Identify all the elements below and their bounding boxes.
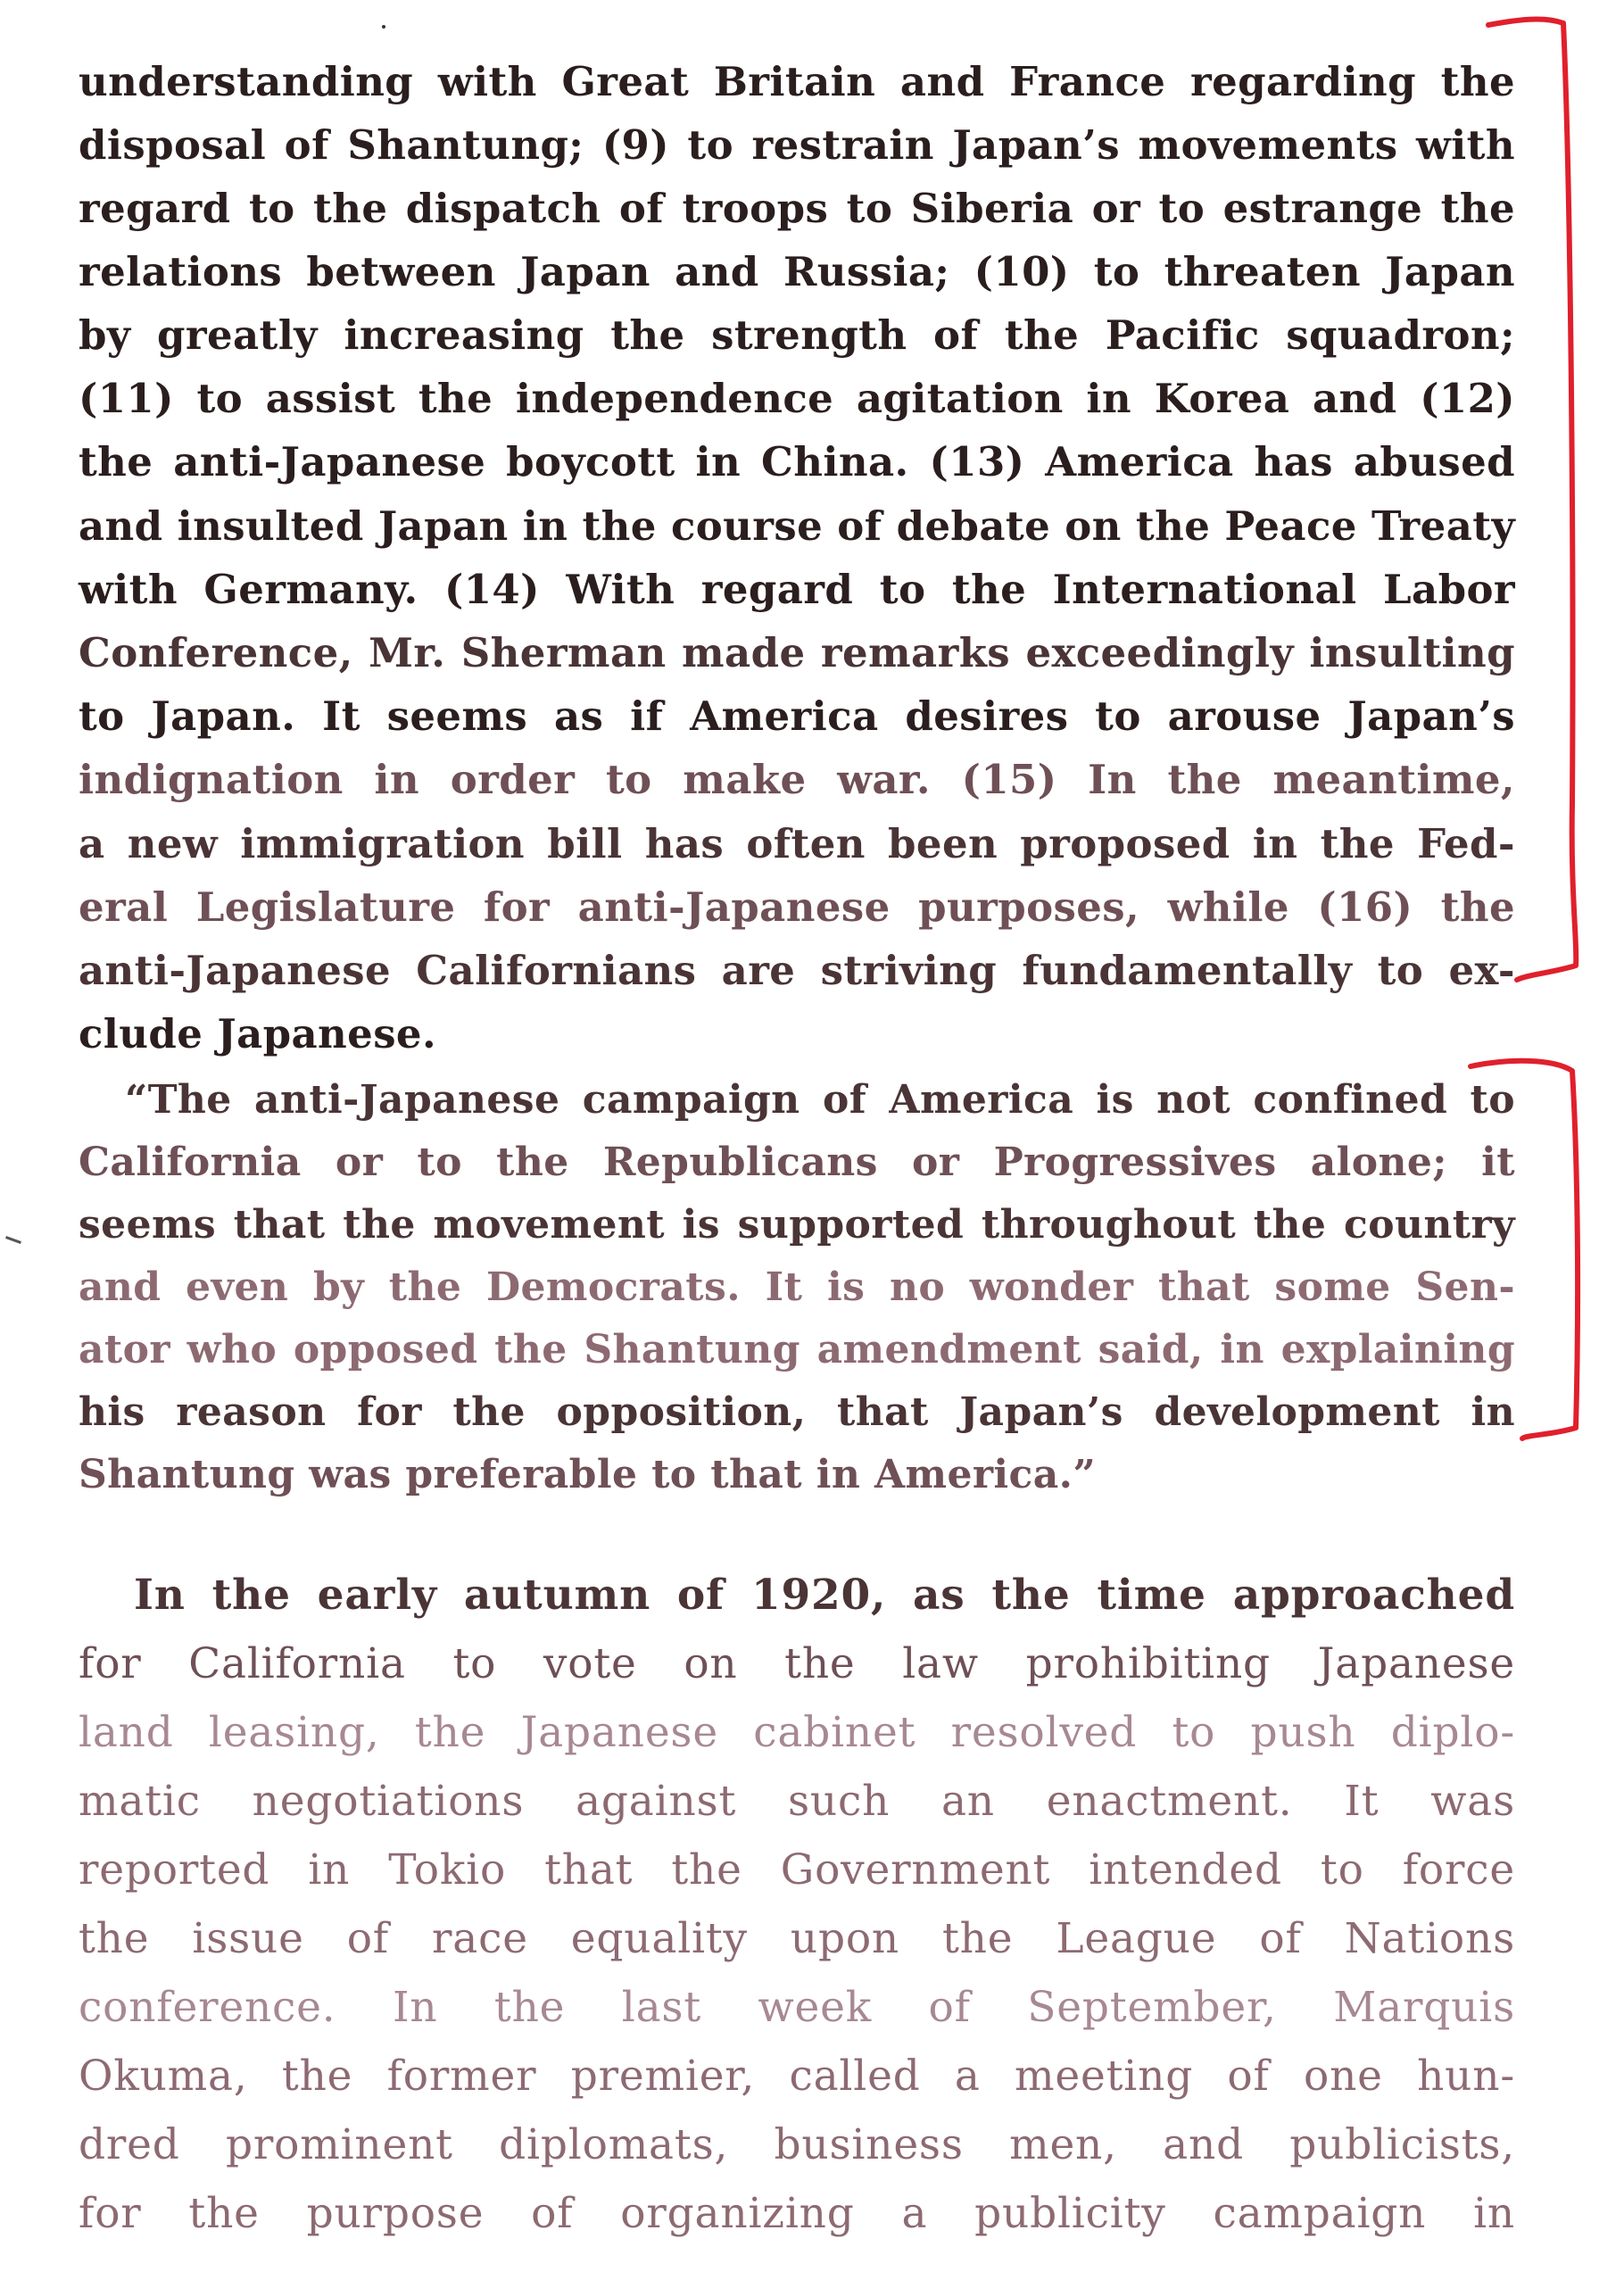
text-line: a new immigration bill has often been proposed in the Fed-: [79, 820, 1515, 867]
text-line: “The anti-Japanese campaign of America is not confined to: [125, 1077, 1515, 1123]
text-line: with Germany. (14) With regard to the International Labor: [79, 566, 1515, 613]
text-line: (11) to assist the independence agitation in Korea and (12): [79, 375, 1515, 422]
text-line: regard to the dispatch of troops to Siberia or to estrange the: [79, 185, 1515, 232]
bracket-mark: [1488, 20, 1576, 980]
text-line: and even by the Democrats. It is no wonder that some Sen-: [79, 1264, 1515, 1310]
text-line: dred prominent diplomats, business men, and publicists,: [79, 2120, 1515, 2169]
text-line: matic negotiations against such an enactment. It was: [79, 1777, 1515, 1826]
text-line: for the purpose of organizing a publicity campaign in: [79, 2189, 1515, 2238]
text-line: Okuma, the former premier, called a meeting of one hun-: [79, 2052, 1515, 2101]
text-line: seems that the movement is supported throughout the country: [79, 1202, 1515, 1248]
text-line: California or to the Republicans or Progressives alone; it: [79, 1140, 1515, 1185]
text-line: indignation in order to make war. (15) In the meantime,: [79, 756, 1515, 803]
text-line: Conference, Mr. Sherman made remarks exceedingly insulting: [79, 629, 1515, 676]
text-line: ator who opposed the Shantung amendment said, in explaining: [79, 1327, 1515, 1372]
text-line: clude Japanese.: [79, 1010, 437, 1057]
bracket-mark: [1471, 1061, 1578, 1438]
text-line: land leasing, the Japanese cabinet resolved to push diplo-: [79, 1708, 1515, 1757]
text-line: by greatly increasing the strength of the Pacific squadron;: [79, 311, 1515, 359]
text-line: the anti-Japanese boycott in China. (13) America has abused: [79, 438, 1515, 485]
text-line: anti-Japanese Californians are striving fundamentally to ex-: [79, 947, 1515, 994]
text-line: his reason for the opposition, that Japan’s development in: [79, 1389, 1515, 1435]
text-line: to Japan. It seems as if America desires to arouse Japan’s: [79, 692, 1515, 740]
text-line: conference. In the last week of September, Marquis: [79, 1983, 1515, 2032]
text-line: In the early autumn of 1920, as the time approached: [134, 1571, 1515, 1620]
text-line: for California to vote on the law prohibiting Japanese: [79, 1639, 1515, 1688]
text-line: the issue of race equality upon the League of Nations: [79, 1914, 1515, 1963]
text-line: reported in Tokio that the Government intended to force: [79, 1845, 1515, 1894]
text-line: eral Legislature for anti-Japanese purposes, while (16) the: [79, 883, 1515, 931]
text-line: disposal of Shantung; (9) to restrain Japan’s movements with: [79, 121, 1515, 169]
text-line: and insulted Japan in the course of debate on the Peace Treaty: [79, 502, 1515, 550]
text-line: Shantung was preferable to that in America.”: [79, 1452, 1097, 1497]
text-line: relations between Japan and Russia; (10) to threaten Japan: [79, 248, 1515, 295]
text-line: understanding with Great Britain and France regarding the: [79, 58, 1515, 105]
